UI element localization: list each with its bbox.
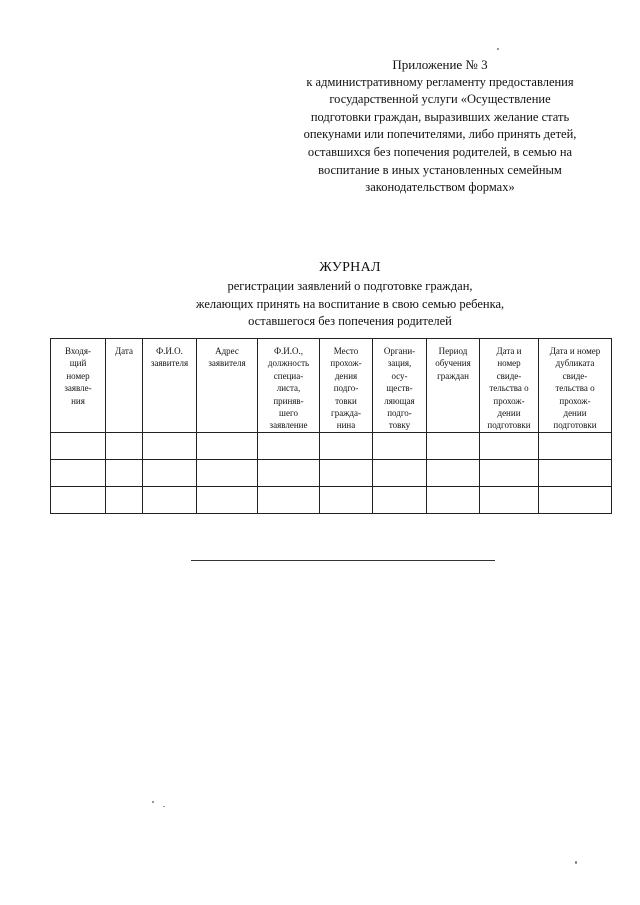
column-header-text: Входя-: [65, 346, 91, 356]
column-header-text: прохож-: [330, 358, 362, 369]
table-cell: [320, 459, 373, 486]
column-header-text: Ф.И.О.: [156, 346, 183, 356]
appendix-line: государственной услуги «Осуществление: [329, 92, 551, 107]
table-cell: [143, 432, 197, 459]
column-header-text: ния: [71, 395, 85, 406]
column-header-text: гражда-: [331, 408, 361, 419]
column-header-text: Дата и: [496, 346, 522, 356]
table-body: [51, 432, 612, 513]
appendix-line: опекунами или попечителями, либо принять детей,: [303, 127, 577, 142]
column-header-text: листа,: [276, 383, 301, 394]
column-header-text: товки: [335, 395, 357, 406]
column-header-text: дубликата: [555, 358, 595, 369]
column-header-text: Место: [333, 346, 359, 356]
table-cell: [197, 459, 258, 486]
column-header: [51, 339, 106, 433]
table-cell: [373, 459, 427, 486]
column-header-text: Дата и номер: [549, 346, 601, 356]
column-header: [106, 339, 143, 433]
table-cell: [51, 459, 106, 486]
table-row: [51, 432, 612, 459]
column-header: [373, 339, 427, 433]
table-cell: [539, 486, 612, 513]
table-cell: [373, 486, 427, 513]
column-header: [320, 339, 373, 433]
column-header-text: специа-: [273, 370, 304, 381]
column-header-text: дении: [497, 408, 521, 419]
table-cell: [258, 486, 320, 513]
table-cell: [143, 459, 197, 486]
journal-subtitle-line: оставшегося без попечения родителей: [248, 314, 452, 328]
table-cell: [106, 459, 143, 486]
column-header-text: подготовки: [487, 420, 531, 431]
column-header-text: ляющая: [384, 395, 415, 406]
column-header-text: зация,: [387, 358, 412, 369]
table-cell: [197, 432, 258, 459]
column-header: [539, 339, 612, 433]
table-cell: [51, 486, 106, 513]
appendix-line: к административному регламенту предоставления: [306, 74, 574, 89]
column-header-text: свиде-: [562, 370, 588, 381]
table-cell: [427, 459, 480, 486]
scan-speck: [497, 48, 499, 50]
column-header-text: Органи-: [383, 346, 416, 356]
column-header-text: заявителя: [150, 358, 189, 369]
appendix-line: воспитание в иных установленных семейным: [318, 162, 562, 177]
table-cell: [51, 432, 106, 459]
column-header-text: нина: [336, 420, 356, 431]
column-header-text: заявле-: [64, 383, 92, 394]
table-cell: [480, 432, 539, 459]
column-header-text: обучения: [435, 358, 471, 369]
table-cell: [539, 432, 612, 459]
scan-speck: [163, 806, 165, 807]
column-header-text: Период: [438, 346, 468, 356]
appendix-line: законодательством формах»: [365, 180, 515, 195]
journal-heading: ЖУРНАЛ: [319, 260, 381, 275]
column-header-text: Дата: [115, 346, 133, 356]
table-row: [51, 459, 612, 486]
table-cell: [427, 486, 480, 513]
signature-line: [191, 560, 495, 561]
column-header: [197, 339, 258, 433]
column-header-text: свиде-: [496, 370, 522, 381]
column-header-text: Ф.И.О.,: [273, 346, 304, 356]
column-header: [258, 339, 320, 433]
appendix-title: Приложение № 3: [392, 57, 488, 72]
column-header: [480, 339, 539, 433]
column-header-text: щий: [69, 358, 87, 369]
table-cell: [480, 486, 539, 513]
column-header: [143, 339, 197, 433]
column-header-text: подго-: [333, 383, 359, 394]
table-cell: [480, 459, 539, 486]
column-header-text: прохож-: [493, 395, 525, 406]
column-header-text: заявление: [269, 420, 308, 431]
column-header-text: Адрес: [215, 346, 239, 356]
appendix-line: подготовки граждан, выразивших желание стать: [310, 109, 570, 124]
scan-speck: [575, 861, 577, 864]
journal-title-block: [140, 258, 560, 331]
table-cell: [106, 432, 143, 459]
column-header-text: номер: [66, 370, 90, 381]
journal-subtitle-line: желающих принять на воспитание в свою семью ребенка,: [195, 296, 505, 311]
column-header: [427, 339, 480, 433]
column-header-text: номер: [497, 358, 521, 369]
table-header-row: [51, 339, 612, 433]
scan-speck: [152, 801, 154, 803]
column-header-text: осу-: [391, 370, 408, 381]
column-header-text: заявителя: [208, 358, 246, 369]
column-header-text: дении: [563, 408, 587, 419]
column-header-text: должность: [267, 358, 310, 369]
column-header-text: ществ-: [386, 383, 413, 394]
table-cell: [143, 486, 197, 513]
column-header-text: товку: [388, 420, 411, 431]
table-cell: [427, 432, 480, 459]
column-header-text: подготовки: [553, 420, 597, 431]
column-header-text: дения: [334, 370, 358, 381]
column-header-text: тельства о: [489, 383, 529, 394]
column-header-text: прохож-: [559, 395, 591, 406]
column-header-text: граждан: [437, 370, 469, 381]
column-header-text: подго-: [387, 408, 412, 419]
column-header-text: шего: [279, 408, 298, 419]
table-cell: [320, 432, 373, 459]
table-cell: [197, 486, 258, 513]
column-header-text: тельства о: [555, 383, 595, 394]
registration-journal-table: [50, 338, 612, 514]
table-cell: [320, 486, 373, 513]
table-cell: [373, 432, 427, 459]
table-cell: [106, 486, 143, 513]
journal-subtitle-line: регистрации заявлений о подготовке граждан,: [227, 279, 473, 293]
column-header-text: приняв-: [273, 395, 304, 406]
appendix-header: [276, 56, 604, 197]
table-cell: [258, 432, 320, 459]
appendix-line: оставшихся без попечения родителей, в семью на: [307, 144, 573, 159]
table-cell: [539, 459, 612, 486]
table-row: [51, 486, 612, 513]
table-cell: [258, 459, 320, 486]
